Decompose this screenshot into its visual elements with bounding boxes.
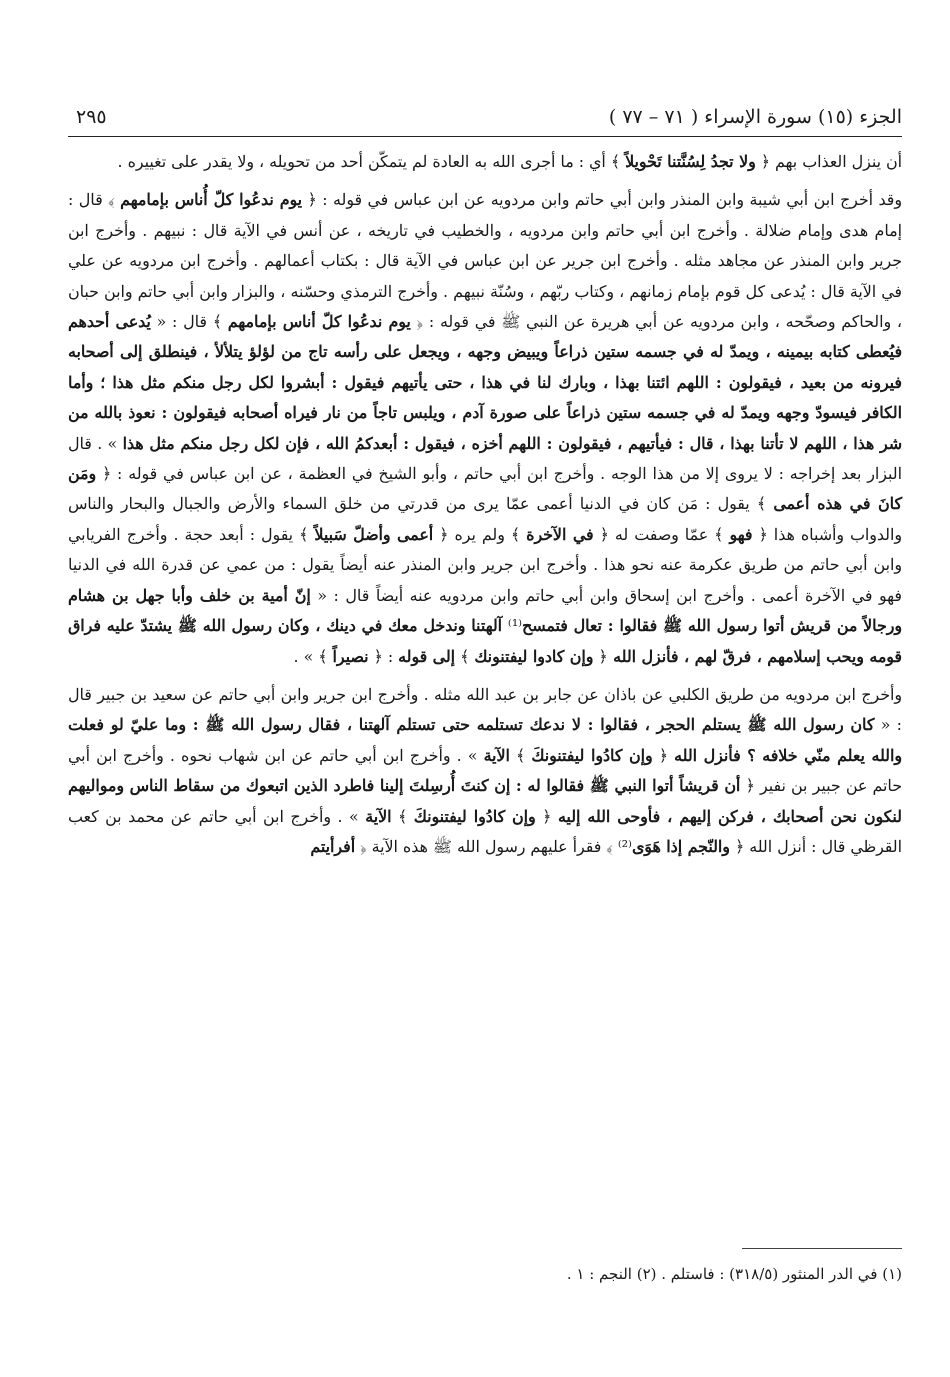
text-span: أن ينزل العذاب بهم ﴿ — [755, 152, 902, 171]
text-span: : ﴿ — [368, 646, 399, 666]
text-span: ﴾ أي : ما أجرى الله به العادة لم يتمكّن أحد من تحويله ، ولا يقدر على تغييره . — [117, 152, 626, 171]
bold-text-span: إنّ أمية بن خلف وأبا جهل بن هشام ورجالاً من قريش أتوا رسول الله ﷺ فقالوا : تعال فتمسح — [68, 585, 902, 636]
text-span: ﴾ — [391, 806, 414, 826]
bold-text-span: ومَن كانَ في هذه أعمى — [68, 464, 902, 514]
footnotes — [68, 1248, 902, 1283]
page-header — [68, 96, 902, 137]
bold-text-span: يوم ندعُوا كلّ أُناس بإمامهم — [120, 190, 303, 210]
bold-text-span: أن قريشاً أتوا النبي ﷺ فقالوا له : إن كنتَ أُرسِلتَ إلينا فاطرد الذين اتبعوك من سقاط الناس ومواليهم لنكون نحن أصحابك ، فركن إليهم ، فأوحى الله إليه — [68, 776, 902, 826]
text-span: » . وأخرج ابن أبي حاتم عن ابن شهاب نحوه . وأخرج ابن أبي حاتم عن جبير بن نفير ﴿ — [68, 745, 902, 796]
bold-text-span: وإن كادُوا ليفتنونكَ — [531, 745, 653, 765]
bold-text-span: الآية — [365, 806, 392, 826]
body-text — [68, 147, 902, 862]
text-span: ﴾ — [509, 745, 532, 765]
text-span: » . وأخرج ابن أبي حاتم عن محمد بن كعب القرظي قال : أنزل الله ﴿ — [68, 806, 902, 856]
footnote-divider — [742, 1248, 902, 1249]
bold-text-span: وإن كادوا ليفتنونك — [474, 646, 594, 666]
bold-text-span: فهو — [729, 524, 753, 544]
text-span: ﴿ — [535, 806, 558, 826]
bold-text-span: والنّجم إذا هَوَى — [631, 836, 730, 856]
bold-text-span: يوم ندعُوا كلّ أناس بإمامهم — [227, 312, 411, 332]
text-span: وقد أخرج ابن أبي شيبة وابن المنذر وابن أبي حاتم وابن مردويه عن ابن عباس في قوله : ﴿ — [302, 190, 902, 210]
text-span: ﴾ فقرأ عليهم رسول الله ﷺ هذه الآية ﴿ — [355, 836, 618, 856]
bold-text-span: إلى قوله — [398, 646, 456, 666]
bold-text-span: أعمى وأضلّ سَبيلاً — [314, 524, 434, 544]
bold-text-span: كان رسول الله ﷺ يستلم الحجر ، فقالوا : لا ندعك تستلمه حتى تستلم آلهتنا ، فقال رسول الله ﷺ : وما عليّ لو فعلت والله يعلم منّي خلافه ؟ فأنزل الله — [68, 715, 902, 765]
bold-text-span: يُدعى أحدهم فيُعطى كتابه بيمينه ، ويمدّ له في جسمه ستين ذراعاً ويبيض وجهه ، ويجعل على رأسه تاج من لؤلؤ يتلألأ ، فينطلق إلى أصحابه فيرونه من بعيد ، فيقولون : اللهم ائتنا بهذا ، وبارك لنا في هذا ، حتى يأتيهم فيقول : أبشروا لكل رجل منكم مثل هذا ؛ وأما الكافر فيسودّ وجهه ويمدّ له في جسمه ستين ذراعاً على صورة آدم ، ويلبس تاجاً من نار فيراه أصحابه فيقولون : نعوذ بالله من شر هذا ، اللهم لا تأتنا بهذا ، قال : فيأتيهم ، فيقولون : اللهم أخزه ، فيقول : أبعدكمُ الله ، فإن لكل رجل منكم مثل هذا — [68, 312, 903, 453]
text-span: وأخرج ابن مردويه من طريق الكلبي عن باذان عن جابر بن عبد الله مثله . وأخرج ابن جرير وابن أبي حاتم عن سعيد بن جبير قال : « — [68, 684, 902, 735]
paragraph — [68, 185, 902, 672]
text-span: ﴾ — [455, 646, 475, 666]
text-span: ⁽²⁾ — [617, 836, 632, 856]
text-span: ﴾ » . — [293, 646, 333, 666]
bold-text-span: ولا تجدُ لِسُنَّتنا تَحْويلاً — [625, 152, 756, 171]
bold-text-span: نصيراً — [332, 646, 369, 666]
text-span: ﴾ قال : إمام هدى وإمام ضلالة . وأخرج ابن أبي حاتم وابن مردويه ، والخطيب في تاريخه ، عن أنس في الآية قال : نبيهم . وأخرج ابن جرير وابن المنذر عن مجاهد مثله . وأخرج ابن جرير عن ابن عباس في الآية قال : بكتاب أعمالهم . وأخرج ابن مردويه عن علي في الآية قال : يُدعى كل قوم بإمام زمانهم ، وكتاب ربّهم ، وسُنّة نبيهم . وأخرج الترمذي وحسّنه ، والبزار وابن أبي حاتم وابن حبان ، والحاكم وصحّحه ، وابن مردويه عن أبي هريرة عن النبي ﷺ في قوله : ﴿ — [68, 190, 903, 332]
running-head: الجزء (١٥) سورة الإسراء ( ٧١ – ٧٧ ) — [608, 106, 902, 128]
text-span: ﴾ عمّا وصفت له ﴿ — [593, 524, 730, 544]
text-span: ﴾ يقول : مَن كان في الدنيا أعمى عمّا يرى من قدرتي من خلق السماء والأرض والجبال والبحار والناس والدواب وأشباه هذا ﴿ — [68, 494, 903, 544]
text-span: ﴾ يقول : أبعد حجة . وأخرج الفريابي وابن أبي حاتم من طريق عكرمة عنه نحو هذا . وأخرج ابن جرير وابن المنذر عنه أيضاً يقول : من عمي عن قدرة الله في الدنيا فهو في الآخرة أعمى . وأخرج ابن إسحاق وابن أبي حاتم وابن مردويه عنه أيضاً قال : « — [68, 524, 902, 605]
text-span: ﴿ — [593, 646, 608, 666]
text-span: ﴾ ولم يره ﴿ — [433, 524, 527, 544]
page-number: ٢٩٥ — [76, 106, 107, 128]
bold-text-span: آلهتنا وندخل معك في دينك ، وكان رسول الله ﷺ يشتدّ عليه فراق قومه ويحب إسلامهم ، فرقّ لهم ، فأنزل الله — [68, 616, 902, 666]
bold-text-span: في الآخرة — [526, 524, 594, 544]
text-span: ﴿ — [652, 745, 675, 765]
text-span: » . قال البزار بعد إخراجه : لا يروى إلا من هذا الوجه . وأخرج ابن أبي حاتم ، وأبو الشيخ في العظمة ، عن ابن عباس في قوله : ﴿ — [68, 433, 902, 484]
text-span: ⁽¹⁾ — [507, 616, 523, 636]
page — [68, 96, 902, 862]
paragraph — [68, 147, 902, 177]
bold-text-span: الآية — [483, 745, 510, 765]
bold-text-span: وإن كادُوا ليفتنونكَ — [413, 806, 536, 826]
paragraph — [68, 680, 902, 862]
bold-text-span: أفرأيتم — [310, 836, 356, 856]
text-span: ﴾ قال : « — [150, 312, 228, 332]
footnote: (١) في الدر المنثور (٣١٨/٥) : فاستلم . (٢) النجم : ١ . — [566, 1265, 902, 1283]
